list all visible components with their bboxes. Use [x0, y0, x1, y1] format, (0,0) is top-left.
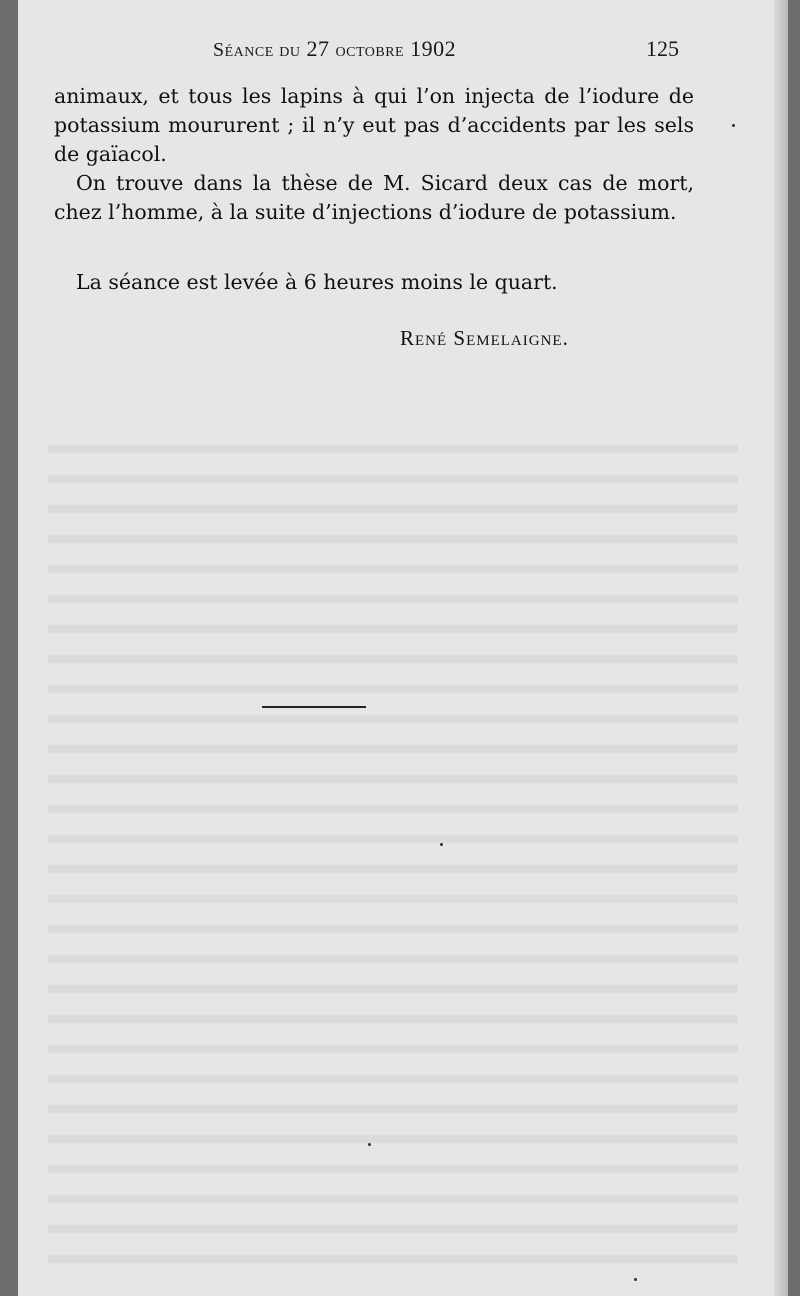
bleed-through-texture: [48, 430, 738, 1270]
running-header: [213, 36, 456, 62]
ink-speck: [634, 1278, 637, 1281]
body-text: [54, 82, 694, 227]
running-title-prefix: Séance du: [213, 39, 301, 61]
closing-line: La séance est levée à 6 heures moins le quart.: [76, 270, 558, 294]
ink-speck: [732, 124, 735, 127]
paragraph-sicard: On trouve dans la thèse de M. Sicard deux cas de mort, chez l’homme, à la suite d’injections d’iodure de potassium.: [54, 171, 694, 224]
book-page: [18, 0, 788, 1296]
section-divider-rule: [262, 706, 366, 708]
running-title-month: octobre: [335, 39, 405, 61]
ink-speck: [368, 1143, 371, 1146]
running-title-day: 27: [306, 36, 330, 61]
page-edge-shadow: [774, 0, 788, 1296]
paragraph-continued: animaux, et tous les lapins à qui l’on injecta de l’iodure de potassium moururent ; il n’y eut pas d’accidents par les sels de gaïacol.: [54, 84, 694, 166]
ink-speck: [440, 843, 443, 846]
signature: René Semelaigne.: [400, 326, 569, 350]
page-number: 125: [646, 36, 679, 61]
running-title-year: 1902: [410, 36, 457, 61]
